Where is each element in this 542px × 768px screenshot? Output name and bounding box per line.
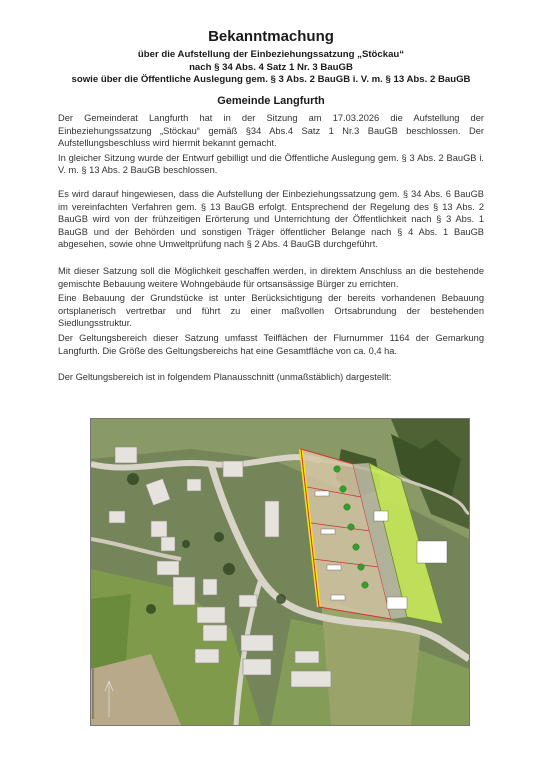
paragraph-procedure: Es wird darauf hingewiesen, dass die Aufstellung der Einbeziehungssatzung gem. § 34 Abs. 6 BauGB im vereinfachten Verfahren gem. § 13 BauGB erfolgt. Entsprechend der Regelung des § 13 Abs. 2 BauGB wird von der frühzeitigen Erörterung und Unterrichtung der Öffentlichkeit nach § 3 Abs. 1 BauGB und der Behörden und sonstigen Träger öffentlicher Belange nach § 4 Abs. 1 BauGB abgesehen, sowie ohne Umweltprüfung nach § 2 Abs. 4 BauGB durchgeführt. bbox=[58, 188, 484, 250]
header bbox=[0, 0, 542, 107]
paragraph-map-intro: Der Geltungsbereich ist in folgendem Planausschnitt (unmaßstäblich) dargestellt: bbox=[58, 372, 392, 383]
paragraph-justification: Eine Bebauung der Grundstücke ist unter Berücksichtigung der bereits vorhandenen Bebauung ortsplanerisch vertretbar und führt zu einer maßvollen Ortsabrundung der bestehenden Siedlungsstruktur. bbox=[58, 293, 484, 329]
subtitle-line-1: über die Aufstellung der Einbeziehungssatzung „Stöckau“ bbox=[137, 49, 405, 60]
paragraph-scope: Der Geltungsbereich dieser Satzung umfasst Teilflächen der Flurnummer 1164 der Gemarkung Langfurth. Die Größe des Geltungsbereichs hat eine Gesamtfläche von ca. 0,4 ha. bbox=[58, 332, 484, 356]
municipality-heading: Gemeinde Langfurth bbox=[217, 94, 325, 107]
subtitle-line-3: sowie über die Öffentliche Auslegung gem. § 3 Abs. 2 BauGB i. V. m. § 13 Abs. 2 BauGB bbox=[71, 74, 471, 85]
paragraph-resolution: Der Gemeinderat Langfurth hat in der Sitzung am 17.03.2026 die Aufstellung der Einbeziehungssatzung „Stöckau“ gemäß §34 Abs.4 Satz 1 Nr.3 BauGB beschlossen. Der Aufstellungsbeschluss wird hiermit bekannt gemacht. bbox=[58, 113, 484, 149]
site-plan-map bbox=[90, 418, 470, 726]
body-text bbox=[58, 112, 484, 384]
paragraph-purpose: Mit dieser Satzung soll die Möglichkeit geschaffen werden, in direktem Anschluss an die bestehende gemischte Bebauung weitere Wohngebäude für ortsansässige Bürger zu errichten. bbox=[58, 265, 484, 289]
subtitle-line-2: nach § 34 Abs. 4 Satz 1 Nr. 3 BauGB bbox=[189, 61, 353, 73]
aerial-plan-image bbox=[91, 419, 469, 725]
page-title: Bekanntmachung bbox=[208, 28, 334, 45]
paragraph-draft-approval: In gleicher Sitzung wurde der Entwurf gebilligt und die Öffentliche Auslegung gem. § 3 Abs. 2 BauGB i. V. m. § 13 Abs. 2 BauGB beschlossen. bbox=[58, 152, 484, 176]
